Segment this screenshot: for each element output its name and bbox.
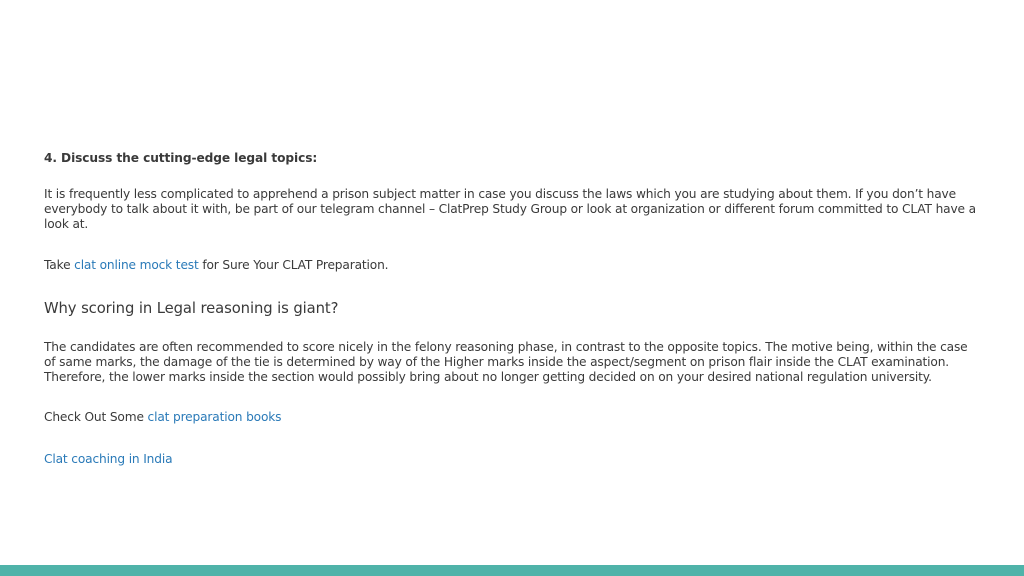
- mock-test-line: [44, 258, 976, 273]
- coaching-line: [44, 452, 976, 467]
- books-prefix: Check Out Some: [44, 410, 148, 424]
- section-heading-legal-reasoning: Why scoring in Legal reasoning is giant?: [44, 300, 339, 317]
- paragraph-legal-reasoning: The candidates are often recommended to score nicely in the felony reasoning phase, in contrast to the opposite topics. The motive being, within the case of same marks, the damage of the tie is determined by way of the Higher marks inside the aspect/segment on prison flair inside the CLAT examination. Therefore, the lower marks inside the section would possibly bring about no longer getting decided on on your desired national regulation university.: [44, 340, 968, 384]
- clat-preparation-books-link[interactable]: clat preparation books: [147, 410, 282, 424]
- section-heading-discuss-topics: 4. Discuss the cutting-edge legal topics:: [44, 151, 318, 165]
- clat-online-mock-test-link[interactable]: clat online mock test: [74, 258, 199, 272]
- paragraph-discuss-topics: It is frequently less complicated to apprehend a prison subject matter in case you discuss the laws which you are studying about them. If you don’t have everybody to talk about it with, be part of our telegram channel – ClatPrep Study Group or look at organization or different forum committed to CLAT have a look at.: [44, 187, 976, 231]
- clat-coaching-in-india-link[interactable]: Clat coaching in India: [44, 452, 173, 466]
- footer-accent-bar: [0, 565, 1024, 576]
- mock-test-suffix: for Sure Your CLAT Preparation.: [198, 258, 389, 272]
- books-line: [44, 410, 976, 425]
- mock-test-prefix: Take: [44, 258, 75, 272]
